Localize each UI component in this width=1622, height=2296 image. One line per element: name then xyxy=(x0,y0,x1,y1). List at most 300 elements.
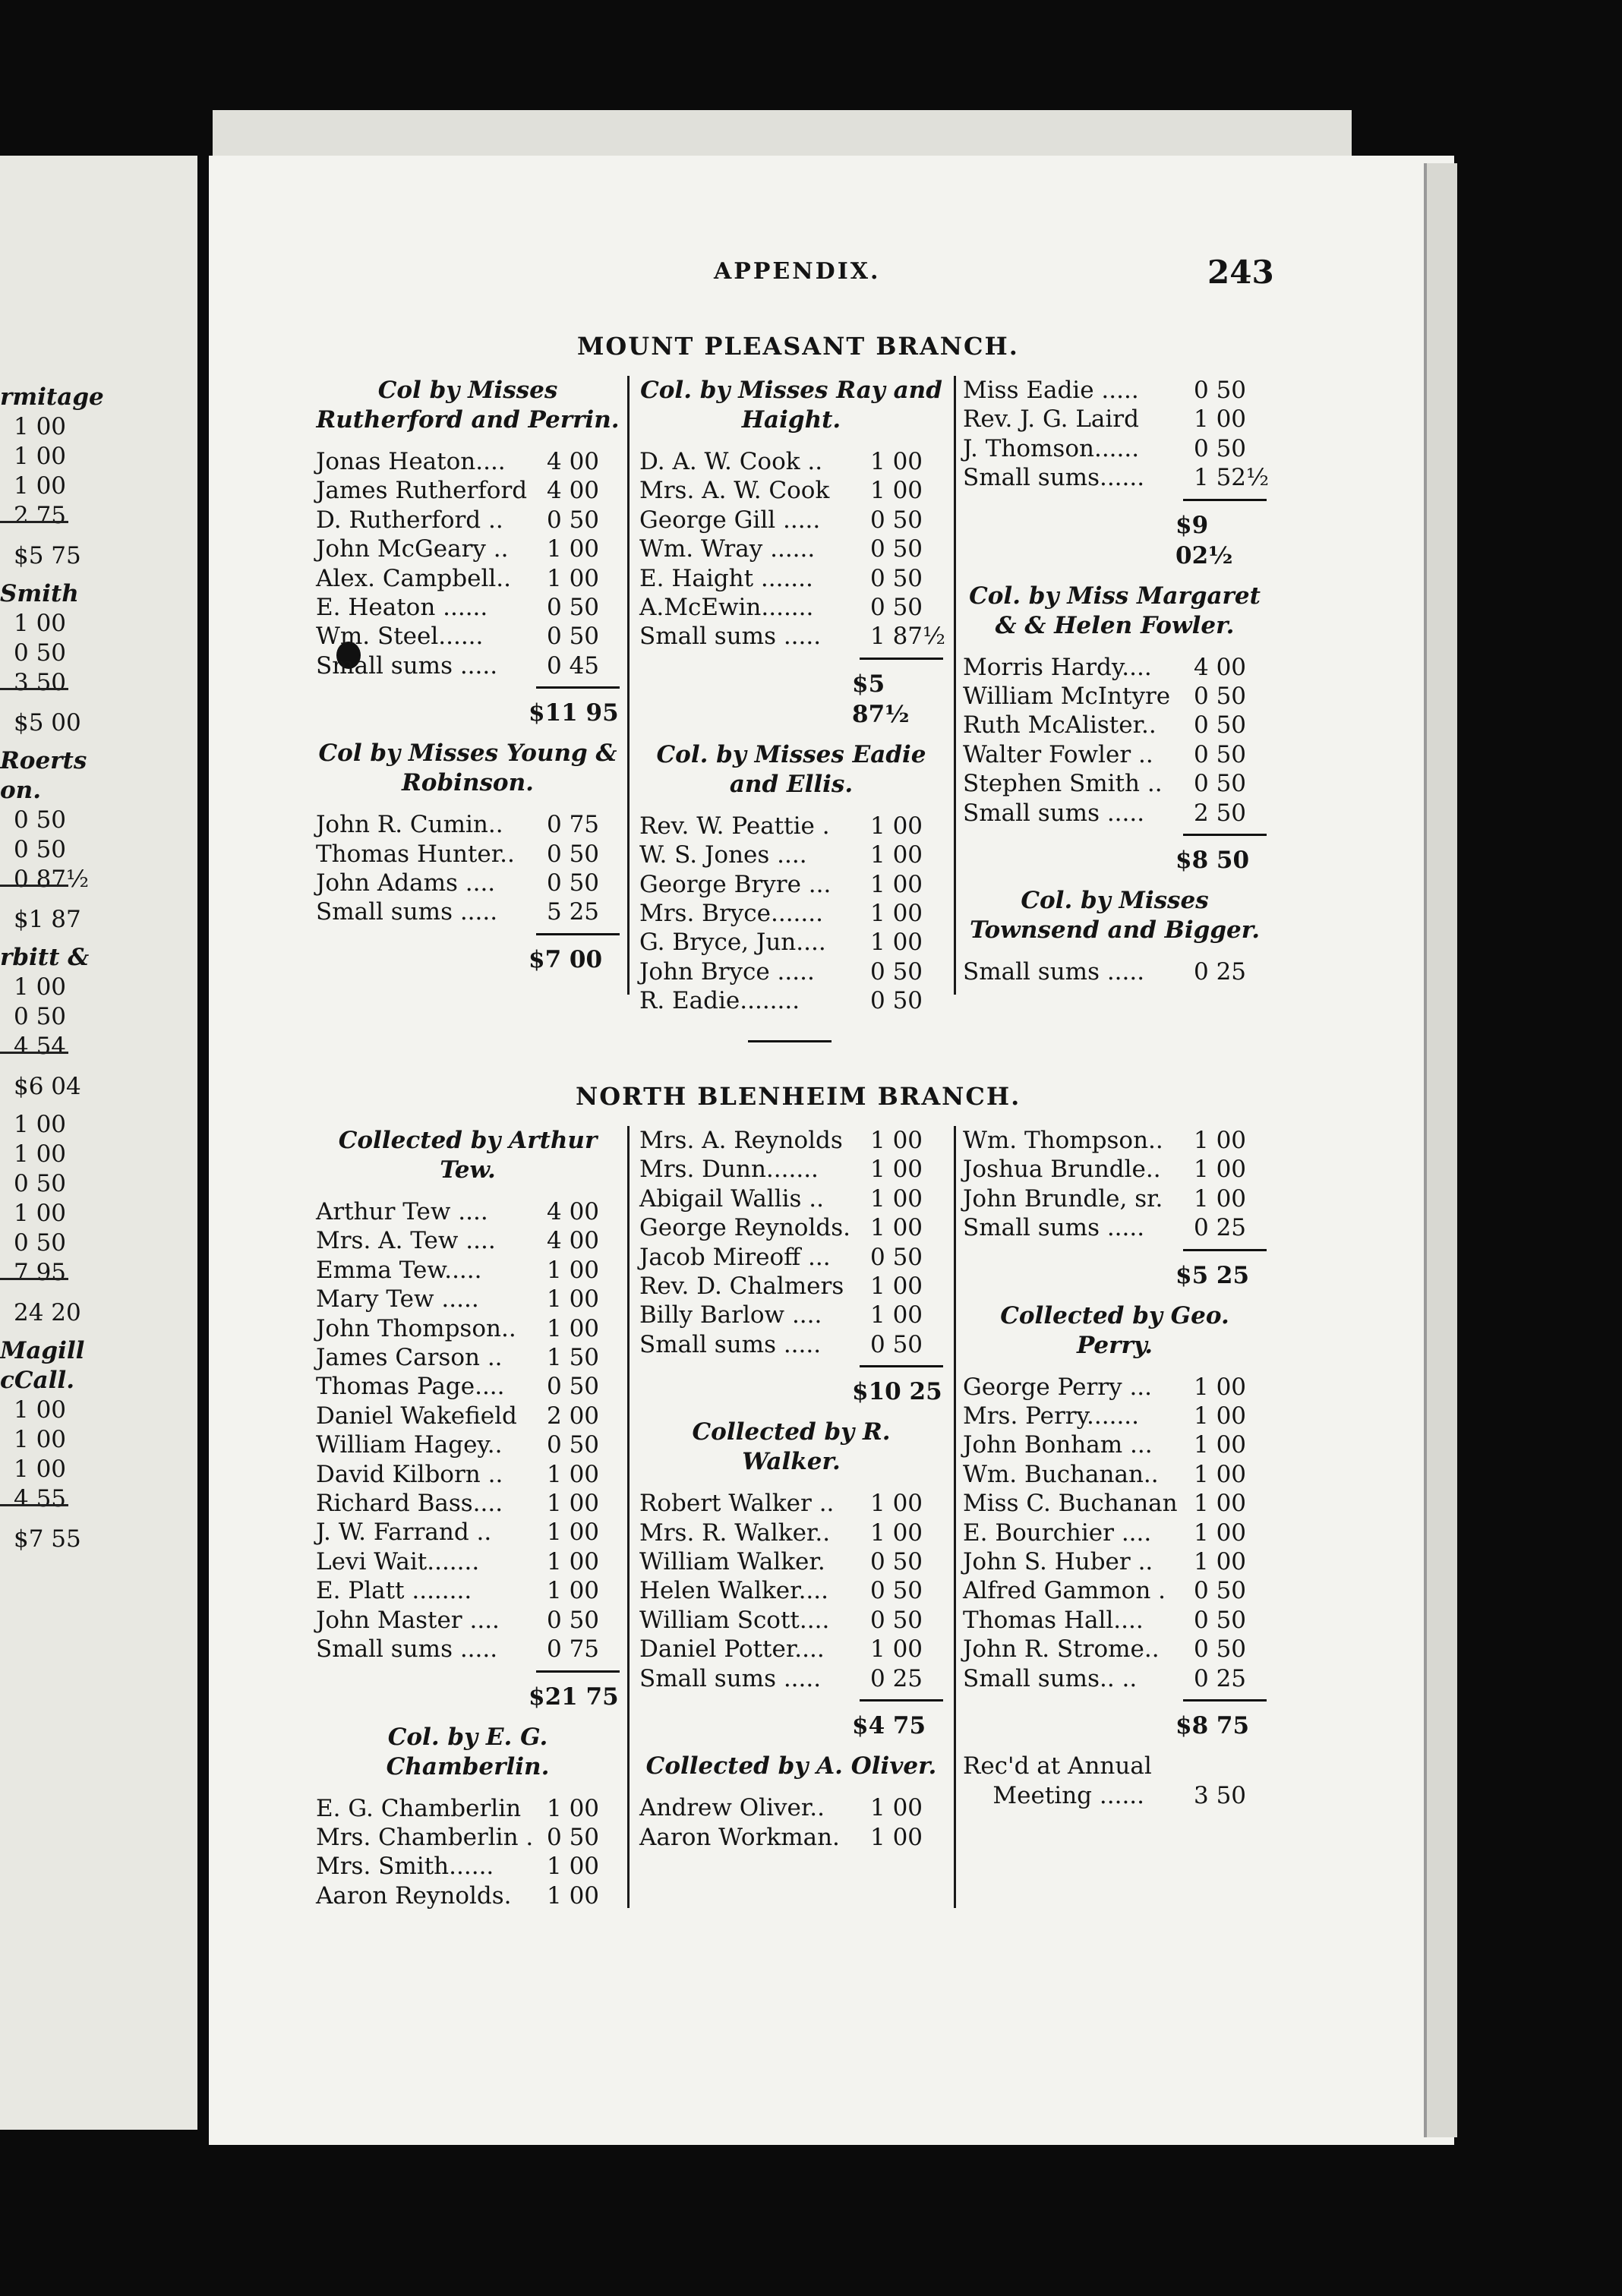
subscription-amount: 0 50 xyxy=(1194,434,1247,462)
subscriber-name: J. Thomson...... xyxy=(963,434,1140,462)
subscriber-name: E. Heaton ...... xyxy=(316,594,488,622)
subscription-amount: 0 50 xyxy=(547,1606,600,1634)
subscription-amount: 4 00 xyxy=(547,448,600,475)
subscriber-name: John Brundle, sr. xyxy=(963,1184,1163,1213)
left-page-fragment-text: 1 00 xyxy=(14,610,67,637)
subscriber-name: Jacob Mireoff ... xyxy=(639,1243,831,1271)
subscription-amount: 0 25 xyxy=(1194,958,1247,986)
subscription-amount: 0 50 xyxy=(870,1606,923,1634)
subscription-amount: 1 00 xyxy=(870,477,923,505)
subscription-amount: 1 00 xyxy=(1194,1548,1247,1576)
subscriber-name: George Gill ..... xyxy=(639,506,821,534)
subscriber-row xyxy=(639,476,943,505)
block-total-value: $8 50 xyxy=(1175,847,1250,875)
left-page-fragment-text: $6 04 xyxy=(14,1073,81,1100)
left-page-rule xyxy=(0,1278,68,1280)
subscriber-row xyxy=(963,957,1267,986)
subscriber-row xyxy=(639,1823,943,1852)
subscriber-name: Alex. Campbell.. xyxy=(316,564,512,592)
subscription-amount: 0 50 xyxy=(870,506,923,534)
column-rule xyxy=(627,376,630,995)
subscriber-name: John Bonham ... xyxy=(963,1431,1153,1459)
subscriber-row xyxy=(316,593,620,622)
subscription-amount: 1 00 xyxy=(870,841,923,869)
subscription-amount: 0 50 xyxy=(547,623,600,651)
subscription-amount: 1 00 xyxy=(1194,1184,1247,1213)
subscription-amount: 0 75 xyxy=(547,811,600,839)
total-rule xyxy=(860,1365,943,1367)
subscription-amount: 1 00 xyxy=(547,1519,600,1547)
subscriber-row xyxy=(963,1781,1267,1810)
subscriber-name: Stephen Smith .. xyxy=(963,770,1163,798)
left-page-fragment-text: 1 00 xyxy=(14,1200,67,1227)
subscriber-name: Miss C. Buchanan xyxy=(963,1490,1178,1518)
left-page-fragment-text: 0 87½ xyxy=(14,866,90,893)
left-page-fragment-text: 0 50 xyxy=(14,1170,67,1197)
subscription-amount: 0 75 xyxy=(547,1635,600,1664)
subscription-amount: 1 00 xyxy=(547,1460,600,1488)
subscriber-row xyxy=(639,1301,943,1329)
subscription-amount: 1 00 xyxy=(870,1214,923,1242)
subscription-amount xyxy=(1194,1752,1267,1780)
collection-block xyxy=(639,1752,943,1852)
left-page-fragment-text: 1 00 xyxy=(14,1396,67,1424)
subscription-amount: 1 00 xyxy=(547,1547,600,1575)
subscription-amount: 1 00 xyxy=(870,1301,923,1329)
subscription-amount: 4 00 xyxy=(547,1227,600,1255)
subscriber-row xyxy=(316,1489,620,1518)
subscriber-name: Jonas Heaton.... xyxy=(316,448,506,475)
subscription-amount: 4 00 xyxy=(547,1198,600,1225)
left-page-fragment-text: 7 95 xyxy=(14,1259,67,1286)
block-total-value: $21 75 xyxy=(529,1683,619,1711)
subscriber-name: Small sums ..... xyxy=(639,623,822,651)
subscriber-name: John Bryce ..... xyxy=(639,957,815,986)
subscriber-row xyxy=(316,1576,620,1605)
subscription-amount: 1 00 xyxy=(1194,1402,1247,1430)
subscriber-row xyxy=(316,1314,620,1343)
subscription-amount: 1 00 xyxy=(1194,1127,1247,1154)
subscriber-row xyxy=(639,1213,943,1242)
collector-heading: Col. by Misses Townsend and Bigger. xyxy=(969,887,1261,945)
subscriber-name: Small sums ..... xyxy=(963,958,1145,986)
block-total-value: $10 25 xyxy=(852,1378,942,1406)
subscriber-row xyxy=(639,1243,943,1272)
subscriber-name: Alfred Gammon . xyxy=(963,1577,1166,1605)
subscriber-row xyxy=(639,506,943,535)
collection-block xyxy=(963,1126,1267,1291)
subscription-amount: 1 00 xyxy=(870,1127,923,1154)
subscriber-row xyxy=(639,622,946,651)
subscriber-name: James Rutherford xyxy=(316,477,528,505)
collection-block xyxy=(639,1126,943,1407)
collection-block xyxy=(639,1418,943,1741)
subscriber-row xyxy=(316,506,620,535)
subscriber-row xyxy=(316,1402,620,1430)
subscription-amount: 1 00 xyxy=(870,812,923,840)
subscriber-name: Daniel Wakefield xyxy=(316,1402,517,1430)
block-total-value: $7 00 xyxy=(529,945,603,973)
subscriber-name: Rec'd at Annual xyxy=(963,1752,1152,1780)
block-total-value: $8 75 xyxy=(1175,1712,1250,1740)
subscriber-row xyxy=(639,1793,943,1822)
collector-heading: Collected by Arthur Tew. xyxy=(338,1127,598,1184)
subscriber-row xyxy=(639,593,943,622)
subscription-amount: 0 25 xyxy=(1194,1214,1247,1242)
subscriber-row xyxy=(316,1372,620,1401)
section-title-north-blenheim: NORTH BLENHEIM BRANCH. xyxy=(576,1082,1021,1111)
subscription-amount: 1 00 xyxy=(1194,1460,1247,1488)
subscriber-row xyxy=(316,1197,620,1226)
collection-block xyxy=(963,1752,1267,1810)
subscription-amount: 1 00 xyxy=(547,1853,600,1881)
block-total xyxy=(963,1711,1267,1741)
block-total xyxy=(316,698,620,728)
subscription-amount: 0 50 xyxy=(547,1373,600,1401)
subscriber-row xyxy=(963,1126,1267,1155)
subscriber-name: Small sums ..... xyxy=(316,1635,498,1664)
subscription-amount: 0 50 xyxy=(1194,711,1247,740)
subscriber-row xyxy=(639,1635,943,1664)
left-page-fragment-text: 1 00 xyxy=(14,472,67,500)
subscriber-row xyxy=(963,434,1267,463)
subscriber-row xyxy=(316,1460,620,1489)
subscriber-name: Mrs. Chamberlin . xyxy=(316,1823,534,1851)
collector-heading: Collected by A. Oliver. xyxy=(645,1752,937,1780)
subscriber-name: Small sums ..... xyxy=(963,1214,1145,1242)
subscriber-name: Daniel Potter.... xyxy=(639,1635,825,1664)
left-page-fragment-text: 0 50 xyxy=(14,1003,67,1030)
subscription-amount: 0 50 xyxy=(870,594,923,622)
subscription-amount: 2 00 xyxy=(547,1402,600,1430)
subscription-amount: 0 25 xyxy=(870,1664,923,1692)
total-rule xyxy=(1183,834,1267,836)
subscriber-name: Small sums ..... xyxy=(316,651,498,680)
left-page-rule xyxy=(0,521,68,523)
subscription-amount: 0 50 xyxy=(547,1431,600,1459)
subscription-amount: 1 00 xyxy=(547,1881,600,1910)
subscriber-row xyxy=(639,1155,943,1184)
left-page-fragment-text: 1 00 xyxy=(14,973,67,1001)
total-rule xyxy=(1183,499,1267,501)
subscription-amount: 1 00 xyxy=(1194,1519,1247,1547)
subscriber-name: Andrew Oliver.. xyxy=(639,1794,825,1822)
subscription-amount: 4 00 xyxy=(1194,653,1247,681)
total-rule xyxy=(536,933,620,935)
subscriber-row xyxy=(639,1272,943,1301)
subscription-amount: 0 50 xyxy=(547,840,600,868)
subscriber-name: Aaron Workman. xyxy=(639,1823,840,1851)
subscriber-name: Wm. Thompson.. xyxy=(963,1127,1163,1154)
subscriber-row xyxy=(316,622,620,651)
section-title-mount-pleasant: MOUNT PLEASANT BRANCH. xyxy=(577,332,1019,361)
left-page-fragment-text: 1 00 xyxy=(14,443,67,470)
subscriber-name: Richard Bass.... xyxy=(316,1490,503,1518)
left-page-rule xyxy=(0,885,68,887)
subscriber-name: Thomas Hunter.. xyxy=(316,840,515,868)
subscriber-row xyxy=(316,810,620,839)
subscriber-name: George Perry ... xyxy=(963,1373,1153,1401)
subscriber-name: Emma Tew..... xyxy=(316,1256,482,1284)
subscriber-name: G. Bryce, Jun.... xyxy=(639,929,826,957)
subscription-amount: 0 50 xyxy=(1194,1577,1247,1605)
subscriber-row xyxy=(316,535,620,563)
total-rule xyxy=(1183,1249,1267,1251)
collection-block xyxy=(316,376,620,728)
subscriber-name: Small sums.. .. xyxy=(963,1664,1138,1692)
subscription-amount: 2 50 xyxy=(1194,799,1247,827)
subscription-amount: 1 00 xyxy=(547,564,600,592)
column-rule xyxy=(954,1126,956,1908)
subscription-amount: 5 25 xyxy=(547,898,600,926)
total-rule xyxy=(536,1670,620,1673)
subscriber-row xyxy=(316,1794,620,1823)
left-page-fragment xyxy=(0,156,197,2130)
collection-block xyxy=(963,376,1270,571)
collection-block xyxy=(639,740,943,1016)
subscription-amount: 1 00 xyxy=(1194,405,1247,434)
left-page-rule xyxy=(0,1504,68,1506)
subscriber-row xyxy=(963,711,1267,740)
subscription-amount: 1 00 xyxy=(870,900,923,928)
subscriber-name: John McGeary .. xyxy=(316,535,509,563)
subscriber-row xyxy=(963,799,1267,828)
subscription-amount: 0 50 xyxy=(870,1548,923,1576)
subscription-amount: 0 50 xyxy=(1194,770,1247,798)
left-page-fragment-text: 0 50 xyxy=(14,1229,67,1257)
collector-heading: Col. by Miss Margaret & & Helen Fowler. xyxy=(969,582,1261,639)
collection-block xyxy=(316,1723,620,1911)
collector-heading: Collected by Geo. Perry. xyxy=(1000,1301,1229,1359)
subscriber-name: William Scott.... xyxy=(639,1606,830,1634)
subscriber-name: Mary Tew ..... xyxy=(316,1285,479,1314)
subscriber-name: Small sums ..... xyxy=(316,898,498,926)
subscriber-name: John Adams .... xyxy=(316,869,496,897)
subscriber-row xyxy=(639,1519,943,1547)
collector-heading: Col. by Misses Eadie and Ellis. xyxy=(656,740,926,798)
left-page-rule xyxy=(0,1052,68,1054)
subscription-amount: 1 00 xyxy=(547,1794,600,1822)
subscription-amount: 1 00 xyxy=(1194,1156,1247,1184)
subscriber-name: Mrs. Bryce....... xyxy=(639,900,823,928)
left-page-fragment-text: 2 75 xyxy=(14,502,67,529)
subscriber-name: David Kilborn .. xyxy=(316,1460,503,1488)
left-page-fragment-text: 1 00 xyxy=(14,1456,67,1483)
subscriber-name: E. Bourchier .... xyxy=(963,1519,1152,1547)
collector-heading: Col by Misses Rutherford and Perrin. xyxy=(316,377,620,434)
subscriber-name: Helen Walker.... xyxy=(639,1577,828,1605)
subscription-amount: 0 50 xyxy=(547,869,600,897)
subscriber-row xyxy=(316,564,620,593)
subscriber-name: Small sums ..... xyxy=(639,1330,822,1358)
subscriber-row xyxy=(963,1519,1267,1547)
left-page-fragment-text: $7 55 xyxy=(14,1525,81,1553)
subscriber-row xyxy=(639,986,943,1015)
collection-block xyxy=(963,886,1267,986)
subscriber-name: William McIntyre xyxy=(963,683,1171,711)
subscriber-row xyxy=(963,1606,1267,1635)
subscription-amount: 0 50 xyxy=(547,1823,600,1851)
subscriber-row xyxy=(639,1576,943,1605)
subscriber-name: Robert Walker .. xyxy=(639,1490,835,1518)
subscription-amount: 1 52½ xyxy=(1194,464,1270,492)
subscriber-row xyxy=(963,463,1270,492)
subscriber-name: Levi Wait....... xyxy=(316,1547,480,1575)
block-total-value: $9 02½ xyxy=(1175,511,1233,569)
subscription-amount: 0 50 xyxy=(1194,740,1247,768)
subscriber-row xyxy=(963,682,1267,711)
subscriber-name: Joshua Brundle.. xyxy=(963,1156,1161,1184)
subscriber-row xyxy=(963,1373,1267,1402)
subscriber-name: Small sums...... xyxy=(963,464,1145,492)
subscriber-name: John S. Huber .. xyxy=(963,1548,1153,1576)
subscriber-row xyxy=(316,1343,620,1372)
subscriber-row xyxy=(639,447,943,476)
block-total-value: $4 75 xyxy=(852,1712,926,1740)
subscriber-row xyxy=(316,1635,620,1664)
subscriber-name: William Walker. xyxy=(639,1548,825,1576)
subscriber-name: Mrs. Perry....... xyxy=(963,1402,1140,1430)
left-page-fragment-text: Smith xyxy=(0,580,79,607)
subscription-amount: 0 50 xyxy=(870,987,923,1015)
section-separator xyxy=(748,1040,832,1042)
subscriber-row xyxy=(963,1213,1267,1242)
subscriber-row xyxy=(316,840,620,869)
subscriber-name: John Thompson.. xyxy=(316,1314,516,1342)
subscriber-row xyxy=(316,476,620,505)
left-page-fragment-text: cCall. xyxy=(0,1367,74,1394)
left-page-fragment-text: 1 00 xyxy=(14,1111,67,1138)
subscriber-row xyxy=(963,1460,1267,1489)
collection-block xyxy=(316,739,620,975)
left-page-fragment-text: 0 50 xyxy=(14,836,67,863)
subscriber-row xyxy=(639,1330,943,1359)
page-edge xyxy=(1424,163,1457,2137)
block-total xyxy=(639,669,943,730)
subscriber-name: Small sums ..... xyxy=(639,1664,822,1692)
subscription-amount: 3 50 xyxy=(1194,1781,1247,1809)
subscription-amount: 0 50 xyxy=(1194,1606,1247,1634)
subscriber-row xyxy=(639,840,943,869)
block-total xyxy=(963,510,1267,571)
subscriber-row xyxy=(639,1184,943,1213)
left-page-fragment-text: 0 50 xyxy=(14,806,67,834)
subscriber-name: Arthur Tew .... xyxy=(316,1198,488,1225)
block-total xyxy=(963,1260,1267,1291)
subscriber-row xyxy=(963,769,1267,798)
left-page-fragment-text: 4 55 xyxy=(14,1485,67,1512)
subscriber-row xyxy=(639,899,943,928)
subscription-amount: 0 25 xyxy=(1194,1664,1247,1692)
subscriber-row xyxy=(316,1881,620,1910)
left-page-fragment-text: 3 50 xyxy=(14,669,67,696)
subscriber-name: Mrs. R. Walker.. xyxy=(639,1519,831,1547)
subscriber-name: Thomas Hall.... xyxy=(963,1606,1144,1634)
left-page-fragment-text: 1 00 xyxy=(14,413,67,440)
north-blenheim-col-2 xyxy=(639,1126,943,1862)
subscription-amount: 1 00 xyxy=(547,1490,600,1518)
left-page-fragment-text: 1 00 xyxy=(14,1426,67,1453)
subscriber-row xyxy=(963,1184,1267,1213)
mount-pleasant-col-1 xyxy=(316,376,620,986)
subscriber-row xyxy=(963,653,1267,682)
subscriber-name: Billy Barlow .... xyxy=(639,1301,822,1329)
block-total-value: $5 25 xyxy=(1175,1261,1250,1289)
subscription-amount: 1 00 xyxy=(870,1635,923,1664)
subscriber-name: Walter Fowler .. xyxy=(963,740,1153,768)
subscription-amount: 1 00 xyxy=(870,1823,923,1851)
subscriber-row xyxy=(316,1823,620,1852)
left-page-fragment-text: $5 00 xyxy=(14,709,81,736)
subscription-amount: 1 00 xyxy=(547,1577,600,1605)
subscription-amount: 1 00 xyxy=(1194,1373,1247,1401)
subscriber-row xyxy=(316,1518,620,1547)
left-page-fragment-text: 1 00 xyxy=(14,1140,67,1168)
subscriber-row xyxy=(963,405,1267,434)
subscriber-row xyxy=(639,564,943,593)
subscription-amount: 0 50 xyxy=(870,1243,923,1271)
subscriber-name: Mrs. A. Reynolds xyxy=(639,1127,843,1154)
subscriber-row xyxy=(639,1489,943,1518)
block-total xyxy=(316,1682,620,1712)
north-blenheim-col-1 xyxy=(316,1126,620,1921)
subscriber-row xyxy=(316,1852,620,1881)
left-page-fragment-text: 0 50 xyxy=(14,639,67,667)
block-total xyxy=(316,945,620,975)
subscription-amount: 0 50 xyxy=(1194,377,1247,404)
subscriber-name: Abigail Wallis .. xyxy=(639,1184,825,1213)
subscription-amount: 1 00 xyxy=(870,1490,923,1518)
subscription-amount: 0 50 xyxy=(870,1330,923,1358)
total-rule xyxy=(1183,1699,1267,1702)
subscriber-row xyxy=(316,651,620,680)
subscriber-name: Ruth McAlister.. xyxy=(963,711,1157,740)
left-page-fragment-text: $1 87 xyxy=(14,906,81,933)
column-rule xyxy=(954,376,956,995)
subscriber-name: Wm. Buchanan.. xyxy=(963,1460,1159,1488)
subscription-amount: 1 00 xyxy=(870,1519,923,1547)
left-page-fragment-text: rmitage xyxy=(0,383,104,411)
left-page-fragment-text: Magill xyxy=(0,1337,85,1364)
subscriber-row xyxy=(316,447,620,476)
left-page-fragment-text: 24 20 xyxy=(14,1299,81,1326)
subscription-amount: 0 45 xyxy=(547,651,600,680)
subscriber-row xyxy=(963,1752,1267,1780)
subscriber-name: Mrs. A. W. Cook xyxy=(639,477,830,505)
subscriber-name: A.McEwin....... xyxy=(639,594,814,622)
subscriber-row xyxy=(963,1664,1267,1693)
subscriber-name: George Bryre ... xyxy=(639,870,832,898)
subscription-amount: 1 00 xyxy=(547,1285,600,1314)
subscriber-row xyxy=(316,1226,620,1255)
block-total-value: $11 95 xyxy=(529,699,619,727)
mount-pleasant-col-3 xyxy=(963,376,1270,997)
block-total-value: $5 87½ xyxy=(852,670,910,728)
subscriber-name: D. Rutherford .. xyxy=(316,506,503,534)
subscriber-name: Mrs. A. Tew .... xyxy=(316,1227,496,1255)
block-total xyxy=(639,1711,943,1741)
subscriber-row xyxy=(963,376,1267,405)
subscriber-name: John R. Strome.. xyxy=(963,1635,1160,1664)
subscriber-name: Miss Eadie ..... xyxy=(963,377,1139,404)
subscriber-name: Small sums ..... xyxy=(963,799,1145,827)
subscription-amount: 4 00 xyxy=(547,477,600,505)
subscriber-row xyxy=(639,1126,943,1155)
subscription-amount: 1 00 xyxy=(547,1256,600,1284)
subscriber-name: Meeting ...... xyxy=(963,1781,1145,1809)
subscriber-name: Morris Hardy.... xyxy=(963,653,1152,681)
page-number: 243 xyxy=(1207,254,1274,291)
